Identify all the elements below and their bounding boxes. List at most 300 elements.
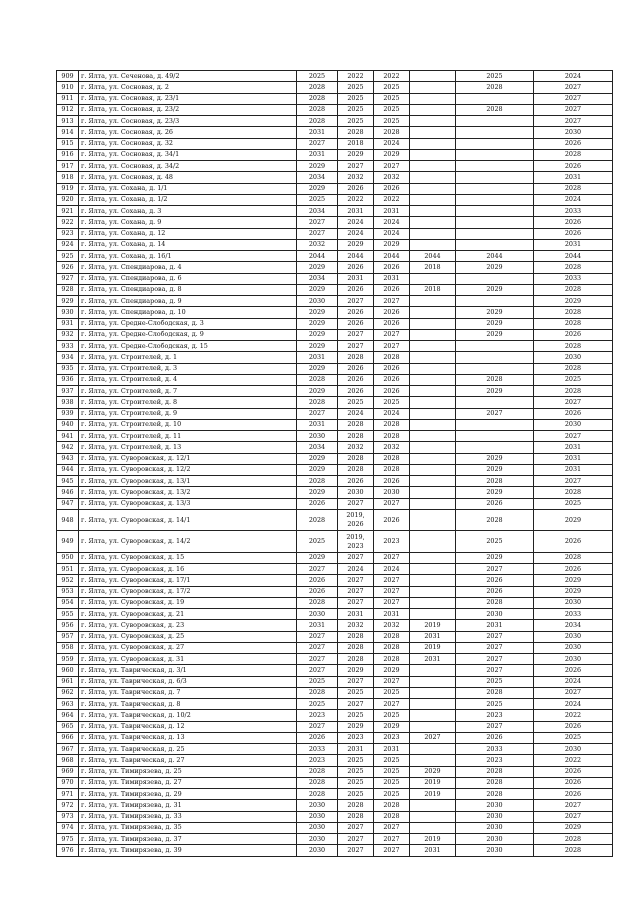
year-cell-4 (410, 431, 456, 442)
row-number: 970 (57, 777, 79, 788)
row-number: 924 (57, 239, 79, 250)
year-cell-2: 2027 (338, 676, 374, 687)
year-cell-2: 2029 (338, 239, 374, 250)
year-cell-1: 2028 (297, 597, 338, 608)
year-cell-3: 2025 (374, 777, 410, 788)
year-cell-2: 2031 (338, 609, 374, 620)
row-number: 954 (57, 597, 79, 608)
table-row (57, 386, 613, 397)
year-cell-6: 2030 (534, 642, 613, 653)
address-cell: г. Ялта, ул. Сосновая, д. 2 (79, 82, 297, 93)
year-cell-5 (456, 161, 534, 172)
year-cell-6: 2022 (534, 710, 613, 721)
year-cell-2: 2026 (338, 307, 374, 318)
year-cell-3: 2027 (374, 845, 410, 856)
year-cell-2: 2026 (338, 386, 374, 397)
year-cell-4 (410, 408, 456, 419)
year-cell-6: 2026 (534, 161, 613, 172)
year-cell-5 (456, 172, 534, 183)
row-number: 950 (57, 552, 79, 563)
year-cell-3: 2026 (374, 363, 410, 374)
year-cell-1: 2031 (297, 419, 338, 430)
year-cell-3: 2022 (374, 194, 410, 205)
year-cell-6: 2028 (534, 834, 613, 845)
year-cell-1: 2026 (297, 498, 338, 509)
year-cell-1: 2030 (297, 431, 338, 442)
row-number: 945 (57, 476, 79, 487)
year-cell-5: 2027 (456, 654, 534, 665)
year-cell-2: 2019, 2023 (338, 531, 374, 553)
year-cell-2: 2028 (338, 127, 374, 138)
year-cell-3: 2024 (374, 408, 410, 419)
year-cell-4 (410, 453, 456, 464)
table-row (57, 811, 613, 822)
year-cell-3: 2029 (374, 149, 410, 160)
year-cell-6: 2030 (534, 419, 613, 430)
year-cell-4: 2018 (410, 262, 456, 273)
address-cell: г. Ялта, ул. Спендиарова, д. 6 (79, 273, 297, 284)
year-cell-5: 2029 (456, 284, 534, 295)
year-cell-4 (410, 104, 456, 115)
table-row (57, 363, 613, 374)
year-cell-2: 2030 (338, 487, 374, 498)
year-cell-1: 2029 (297, 464, 338, 475)
year-cell-6: 2027 (534, 687, 613, 698)
year-cell-6: 2031 (534, 453, 613, 464)
address-cell: г. Ялта, ул. Сосновая, д. 48 (79, 172, 297, 183)
table-row (57, 732, 613, 743)
table-row (57, 766, 613, 777)
year-cell-6: 2027 (534, 82, 613, 93)
table-row (57, 296, 613, 307)
year-cell-3: 2032 (374, 442, 410, 453)
year-cell-2: 2025 (338, 397, 374, 408)
year-cell-6: 2026 (534, 564, 613, 575)
year-cell-4 (410, 194, 456, 205)
year-cell-4: 2029 (410, 766, 456, 777)
year-cell-4 (410, 464, 456, 475)
year-cell-3: 2028 (374, 631, 410, 642)
year-cell-6: 2027 (534, 93, 613, 104)
year-cell-6: 2028 (534, 262, 613, 273)
year-cell-6: 2029 (534, 586, 613, 597)
table-row (57, 586, 613, 597)
year-cell-5 (456, 206, 534, 217)
year-cell-4 (410, 586, 456, 597)
address-cell: г. Ялта, ул. Спендиарова, д. 9 (79, 296, 297, 307)
year-cell-6: 2029 (534, 509, 613, 531)
row-number: 968 (57, 755, 79, 766)
year-cell-1: 2029 (297, 262, 338, 273)
address-cell: г. Ялта, ул. Таврическая, д. 7 (79, 687, 297, 698)
year-cell-2: 2029 (338, 665, 374, 676)
row-number: 933 (57, 341, 79, 352)
row-number: 911 (57, 93, 79, 104)
year-cell-5: 2029 (456, 487, 534, 498)
year-cell-2: 2018 (338, 138, 374, 149)
year-cell-1: 2027 (297, 631, 338, 642)
row-number: 974 (57, 822, 79, 833)
year-cell-4 (410, 239, 456, 250)
table-row (57, 834, 613, 845)
year-cell-3: 2024 (374, 217, 410, 228)
year-cell-4 (410, 386, 456, 397)
year-cell-1: 2028 (297, 93, 338, 104)
year-cell-6: 2022 (534, 755, 613, 766)
row-number: 914 (57, 127, 79, 138)
year-cell-1: 2029 (297, 318, 338, 329)
year-cell-4 (410, 116, 456, 127)
year-cell-2: 2025 (338, 116, 374, 127)
year-cell-5 (456, 183, 534, 194)
row-number: 949 (57, 531, 79, 553)
year-cell-1: 2029 (297, 386, 338, 397)
year-cell-2: 2024 (338, 228, 374, 239)
address-cell: г. Ялта, ул. Сеченова, д. 49/2 (79, 71, 297, 82)
year-cell-5: 2029 (456, 318, 534, 329)
year-cell-5: 2031 (456, 620, 534, 631)
row-number: 909 (57, 71, 79, 82)
year-cell-4: 2018 (410, 284, 456, 295)
year-cell-4 (410, 476, 456, 487)
address-cell: г. Ялта, ул. Суворовская, д. 31 (79, 654, 297, 665)
year-cell-6: 2028 (534, 363, 613, 374)
year-cell-3: 2027 (374, 699, 410, 710)
year-cell-3: 2044 (374, 251, 410, 262)
year-cell-1: 2027 (297, 654, 338, 665)
year-cell-4 (410, 172, 456, 183)
year-cell-3: 2025 (374, 710, 410, 721)
address-cell: г. Ялта, ул. Суворовская, д. 16 (79, 564, 297, 575)
year-cell-1: 2030 (297, 800, 338, 811)
year-cell-5: 2028 (456, 509, 534, 531)
year-cell-2: 2025 (338, 777, 374, 788)
year-cell-6: 2028 (534, 487, 613, 498)
row-number: 912 (57, 104, 79, 115)
year-cell-3: 2023 (374, 531, 410, 553)
address-cell: г. Ялта, ул. Сохана, д. 12 (79, 228, 297, 239)
year-cell-5: 2029 (456, 262, 534, 273)
year-cell-5 (456, 363, 534, 374)
address-cell: г. Ялта, ул. Средне-Слободская, д. 3 (79, 318, 297, 329)
year-cell-5: 2028 (456, 476, 534, 487)
address-cell: г. Ялта, ул. Суворовская, д. 17/2 (79, 586, 297, 597)
row-number: 934 (57, 352, 79, 363)
year-cell-2: 2028 (338, 464, 374, 475)
year-cell-1: 2034 (297, 442, 338, 453)
row-number: 941 (57, 431, 79, 442)
year-cell-4 (410, 71, 456, 82)
year-cell-1: 2028 (297, 104, 338, 115)
year-cell-5: 2026 (456, 575, 534, 586)
year-cell-3: 2027 (374, 329, 410, 340)
year-cell-2: 2019, 2026 (338, 509, 374, 531)
table-row (57, 710, 613, 721)
year-cell-2: 2032 (338, 172, 374, 183)
year-cell-2: 2025 (338, 93, 374, 104)
address-cell: г. Ялта, ул. Строителей, д. 10 (79, 419, 297, 430)
year-cell-3: 2026 (374, 284, 410, 295)
address-cell: г. Ялта, ул. Строителей, д. 4 (79, 374, 297, 385)
year-cell-3: 2032 (374, 172, 410, 183)
year-cell-5: 2027 (456, 631, 534, 642)
year-cell-2: 2029 (338, 149, 374, 160)
year-cell-5: 2023 (456, 755, 534, 766)
year-cell-4 (410, 676, 456, 687)
address-cell: г. Ялта, ул. Таврическая, д. 3/1 (79, 665, 297, 676)
year-cell-5: 2025 (456, 699, 534, 710)
table-row (57, 341, 613, 352)
year-cell-3: 2028 (374, 453, 410, 464)
year-cell-1: 2029 (297, 453, 338, 464)
table-row (57, 609, 613, 620)
year-cell-2: 2025 (338, 104, 374, 115)
address-cell: г. Ялта, ул. Сохана, д. 3 (79, 206, 297, 217)
year-cell-4 (410, 341, 456, 352)
table-row (57, 172, 613, 183)
year-cell-6: 2030 (534, 597, 613, 608)
year-cell-6: 2027 (534, 397, 613, 408)
year-cell-2: 2022 (338, 71, 374, 82)
row-number: 939 (57, 408, 79, 419)
address-cell: г. Ялта, ул. Суворовская, д. 14/2 (79, 531, 297, 553)
year-cell-2: 2027 (338, 296, 374, 307)
row-number: 916 (57, 149, 79, 160)
year-cell-3: 2027 (374, 341, 410, 352)
row-number: 921 (57, 206, 79, 217)
year-cell-4: 2019 (410, 642, 456, 653)
year-cell-3: 2032 (374, 620, 410, 631)
year-cell-2: 2028 (338, 800, 374, 811)
year-cell-3: 2026 (374, 262, 410, 273)
row-number: 953 (57, 586, 79, 597)
table-row (57, 575, 613, 586)
year-cell-6: 2029 (534, 575, 613, 586)
year-cell-1: 2030 (297, 822, 338, 833)
year-cell-3: 2028 (374, 419, 410, 430)
row-number: 913 (57, 116, 79, 127)
year-cell-5 (456, 93, 534, 104)
row-number: 931 (57, 318, 79, 329)
year-cell-5: 2033 (456, 744, 534, 755)
address-cell: г. Ялта, ул. Тимирязева, д. 39 (79, 845, 297, 856)
year-cell-6: 2028 (534, 307, 613, 318)
row-number: 928 (57, 284, 79, 295)
year-cell-4 (410, 822, 456, 833)
year-cell-2: 2025 (338, 82, 374, 93)
year-cell-2: 2044 (338, 251, 374, 262)
table-row (57, 800, 613, 811)
table-row (57, 149, 613, 160)
year-cell-4 (410, 329, 456, 340)
row-number: 972 (57, 800, 79, 811)
year-cell-2: 2027 (338, 586, 374, 597)
year-cell-3: 2030 (374, 487, 410, 498)
row-number: 961 (57, 676, 79, 687)
year-cell-6: 2031 (534, 172, 613, 183)
year-cell-1: 2029 (297, 341, 338, 352)
year-cell-5: 2029 (456, 329, 534, 340)
year-cell-2: 2026 (338, 476, 374, 487)
year-cell-5 (456, 442, 534, 453)
year-cell-5: 2027 (456, 642, 534, 653)
year-cell-5 (456, 194, 534, 205)
row-number: 923 (57, 228, 79, 239)
year-cell-4 (410, 609, 456, 620)
row-number: 920 (57, 194, 79, 205)
year-cell-4 (410, 318, 456, 329)
address-cell: г. Ялта, ул. Сохана, д. 14 (79, 239, 297, 250)
year-cell-3: 2028 (374, 352, 410, 363)
row-number: 915 (57, 138, 79, 149)
table-row (57, 789, 613, 800)
year-cell-5: 2026 (456, 498, 534, 509)
table-row (57, 419, 613, 430)
table-row (57, 531, 613, 553)
year-cell-3: 2027 (374, 296, 410, 307)
year-cell-2: 2027 (338, 834, 374, 845)
row-number: 965 (57, 721, 79, 732)
year-cell-4: 2019 (410, 620, 456, 631)
year-cell-6: 2030 (534, 744, 613, 755)
year-cell-4 (410, 217, 456, 228)
year-cell-6: 2030 (534, 654, 613, 665)
year-cell-2: 2028 (338, 654, 374, 665)
address-cell: г. Ялта, ул. Сохана, д. 1/1 (79, 183, 297, 194)
table-row (57, 183, 613, 194)
year-cell-6: 2024 (534, 194, 613, 205)
address-cell: г. Ялта, ул. Суворовская, д. 12/1 (79, 453, 297, 464)
address-cell: г. Ялта, ул. Сосновая, д. 26 (79, 127, 297, 138)
year-cell-1: 2033 (297, 744, 338, 755)
year-cell-3: 2027 (374, 597, 410, 608)
year-cell-4: 2031 (410, 631, 456, 642)
row-number: 958 (57, 642, 79, 653)
year-cell-6: 2034 (534, 620, 613, 631)
year-cell-4 (410, 374, 456, 385)
year-cell-2: 2027 (338, 498, 374, 509)
row-number: 937 (57, 386, 79, 397)
table-row (57, 755, 613, 766)
year-cell-4: 2019 (410, 789, 456, 800)
year-cell-1: 2027 (297, 721, 338, 732)
row-number: 938 (57, 397, 79, 408)
year-cell-4 (410, 744, 456, 755)
year-cell-2: 2027 (338, 161, 374, 172)
year-cell-6: 2027 (534, 800, 613, 811)
year-cell-2: 2027 (338, 699, 374, 710)
table-row (57, 453, 613, 464)
year-cell-4 (410, 307, 456, 318)
year-cell-3: 2028 (374, 654, 410, 665)
year-cell-6: 2026 (534, 665, 613, 676)
address-cell: г. Ялта, ул. Суворовская, д. 21 (79, 609, 297, 620)
year-cell-3: 2028 (374, 431, 410, 442)
year-cell-3: 2026 (374, 509, 410, 531)
year-cell-5: 2044 (456, 251, 534, 262)
year-cell-3: 2031 (374, 273, 410, 284)
address-cell: г. Ялта, ул. Таврическая, д. 13 (79, 732, 297, 743)
year-cell-5: 2026 (456, 732, 534, 743)
year-cell-5: 2028 (456, 766, 534, 777)
year-cell-3: 2025 (374, 789, 410, 800)
year-cell-1: 2025 (297, 699, 338, 710)
row-number: 967 (57, 744, 79, 755)
year-cell-6: 2026 (534, 766, 613, 777)
year-cell-3: 2028 (374, 127, 410, 138)
year-cell-2: 2025 (338, 687, 374, 698)
row-number: 963 (57, 699, 79, 710)
year-cell-1: 2028 (297, 766, 338, 777)
year-cell-6: 2028 (534, 183, 613, 194)
year-cell-1: 2025 (297, 194, 338, 205)
year-cell-4 (410, 127, 456, 138)
year-cell-5: 2025 (456, 676, 534, 687)
year-cell-2: 2031 (338, 273, 374, 284)
table-row (57, 307, 613, 318)
address-cell: г. Ялта, ул. Строителей, д. 7 (79, 386, 297, 397)
year-cell-5: 2028 (456, 104, 534, 115)
year-cell-1: 2026 (297, 732, 338, 743)
table-row (57, 597, 613, 608)
row-number: 917 (57, 161, 79, 172)
address-cell: г. Ялта, ул. Таврическая, д. 27 (79, 755, 297, 766)
address-cell: г. Ялта, ул. Тимирязева, д. 31 (79, 800, 297, 811)
year-cell-6: 2026 (534, 228, 613, 239)
year-cell-2: 2026 (338, 374, 374, 385)
year-cell-2: 2028 (338, 352, 374, 363)
table-row (57, 161, 613, 172)
year-cell-1: 2028 (297, 116, 338, 127)
year-cell-2: 2024 (338, 217, 374, 228)
year-cell-3: 2028 (374, 800, 410, 811)
year-cell-2: 2025 (338, 755, 374, 766)
year-cell-4 (410, 296, 456, 307)
year-cell-6: 2031 (534, 442, 613, 453)
year-cell-5: 2028 (456, 777, 534, 788)
year-cell-3: 2027 (374, 498, 410, 509)
year-cell-2: 2028 (338, 453, 374, 464)
table-row (57, 408, 613, 419)
year-cell-2: 2027 (338, 329, 374, 340)
table-row (57, 665, 613, 676)
year-cell-5: 2027 (456, 665, 534, 676)
address-cell: г. Ялта, ул. Сосновая, д. 23/1 (79, 93, 297, 104)
address-cell: г. Ялта, ул. Сосновая, д. 32 (79, 138, 297, 149)
year-cell-4 (410, 82, 456, 93)
address-cell: г. Ялта, ул. Тимирязева, д. 33 (79, 811, 297, 822)
year-cell-4: 2031 (410, 845, 456, 856)
address-cell: г. Ялта, ул. Таврическая, д. 6/3 (79, 676, 297, 687)
year-cell-6: 2044 (534, 251, 613, 262)
row-number: 951 (57, 564, 79, 575)
address-cell: г. Ялта, ул. Суворовская, д. 25 (79, 631, 297, 642)
address-cell: г. Ялта, ул. Спендиарова, д. 8 (79, 284, 297, 295)
year-cell-3: 2025 (374, 93, 410, 104)
year-cell-3: 2029 (374, 239, 410, 250)
year-cell-6: 2033 (534, 273, 613, 284)
row-number: 930 (57, 307, 79, 318)
year-cell-5: 2027 (456, 564, 534, 575)
year-cell-1: 2034 (297, 172, 338, 183)
row-number: 919 (57, 183, 79, 194)
address-cell: г. Ялта, ул. Сохана, д. 9 (79, 217, 297, 228)
year-cell-2: 2026 (338, 363, 374, 374)
year-cell-3: 2026 (374, 386, 410, 397)
year-cell-3: 2029 (374, 665, 410, 676)
year-cell-3: 2027 (374, 834, 410, 845)
table-row (57, 487, 613, 498)
